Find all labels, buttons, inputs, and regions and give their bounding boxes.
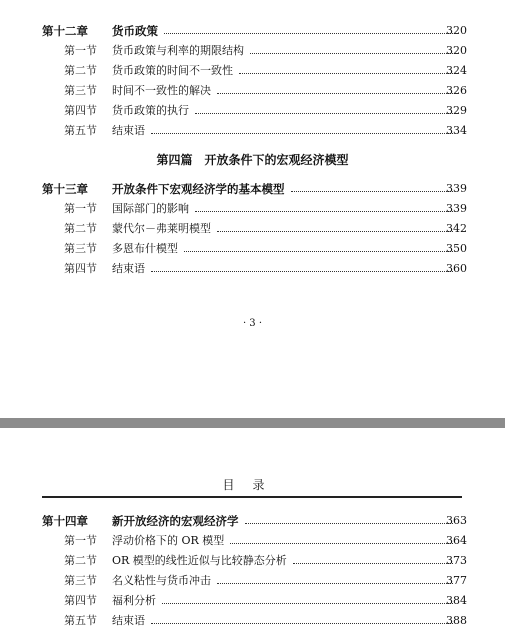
section-title: 结束语 [112,262,145,275]
part-title: 第四篇 开放条件下的宏观经济模型 [156,153,349,167]
leader-dots [239,73,453,74]
leader-dots [217,583,453,584]
leader-dots [184,251,453,252]
leader-dots [151,623,453,624]
section-number: 第一节 [64,202,97,215]
leader-dots [250,53,453,54]
chapter-title: 货币政策 [112,24,158,38]
section-title: 浮动价格下的 OR 模型 [112,534,225,547]
toc-section[interactable] [0,40,505,58]
toc-chapter-12[interactable] [0,20,505,38]
leader-dots [195,211,453,212]
section-title: 货币政策的执行 [112,104,189,117]
page-ref: 339 [446,182,467,195]
toc-chapter-13[interactable] [0,178,505,196]
toc-page-lower [0,428,505,632]
page-ref: 350 [446,242,467,255]
page-ref: 363 [446,514,467,527]
toc-section[interactable] [0,120,505,138]
page-ref: 364 [446,534,467,547]
toc-section[interactable] [0,610,505,628]
section-number: 第一节 [64,44,97,57]
page-ref: 326 [446,84,467,97]
toc-section[interactable] [0,100,505,118]
section-title: 结束语 [112,614,145,627]
page-ref: 384 [446,594,467,607]
page-ref: 320 [446,24,467,37]
page-ref: 329 [446,104,467,117]
section-number: 第二节 [64,554,97,567]
toc-section[interactable] [0,218,505,236]
section-number: 第三节 [64,84,97,97]
section-number: 第一节 [64,534,97,547]
toc-section[interactable] [0,570,505,588]
leader-dots [164,33,453,34]
chapter-number: 第十三章 [42,182,88,196]
section-title: 时间不一致性的解决 [112,84,211,97]
leader-dots [291,191,453,192]
section-title: 货币政策与利率的期限结构 [112,44,244,57]
chapter-title: 开放条件下宏观经济学的基本模型 [112,182,285,196]
section-number: 第四节 [64,104,97,117]
page-ref: 377 [446,574,467,587]
leader-dots [195,113,453,114]
page-ref: 320 [446,44,467,57]
page-ref: 388 [446,614,467,627]
section-title: 国际部门的影响 [112,202,189,215]
chapter-title: 新开放经济的宏观经济学 [112,514,239,528]
toc-section[interactable] [0,60,505,78]
toc-section[interactable] [0,550,505,568]
leader-dots [162,603,453,604]
section-title: 名义粘性与货币冲击 [112,574,211,587]
section-title: OR 模型的线性近似与比较静态分析 [112,554,287,567]
page-ref: 342 [446,222,467,235]
section-title: 结束语 [112,124,145,137]
section-number: 第四节 [64,594,97,607]
section-title: 蒙代尔－弗莱明模型 [112,222,211,235]
section-number: 第五节 [64,614,97,627]
leader-dots [151,133,453,134]
leader-dots [151,271,453,272]
section-number: 第三节 [64,242,97,255]
section-number: 第五节 [64,124,97,137]
page-ref: 360 [446,262,467,275]
toc-section[interactable] [0,198,505,216]
page-ref: 334 [446,124,467,137]
header-rule [42,496,462,498]
page-ref: 373 [446,554,467,567]
toc-section[interactable] [0,258,505,276]
page-separator [0,418,505,428]
section-number: 第二节 [64,64,97,77]
section-title: 多恩布什模型 [112,242,178,255]
section-title: 福利分析 [112,594,156,607]
toc-section[interactable] [0,530,505,548]
toc-chapter-14[interactable] [0,510,505,528]
page-ref: 324 [446,64,467,77]
section-number: 第四节 [64,262,97,275]
toc-section[interactable] [0,80,505,98]
running-header: 目录 [222,478,283,492]
toc-section[interactable] [0,590,505,608]
section-title: 货币政策的时间不一致性 [112,64,233,77]
leader-dots [230,543,453,544]
leader-dots [293,563,453,564]
page-number: · 3 · [242,318,263,329]
leader-dots [245,523,453,524]
section-number: 第三节 [64,574,97,587]
chapter-number: 第十二章 [42,24,88,38]
section-number: 第二节 [64,222,97,235]
chapter-number: 第十四章 [42,514,88,528]
leader-dots [217,93,453,94]
leader-dots [217,231,453,232]
page-ref: 339 [446,202,467,215]
toc-section[interactable] [0,238,505,256]
